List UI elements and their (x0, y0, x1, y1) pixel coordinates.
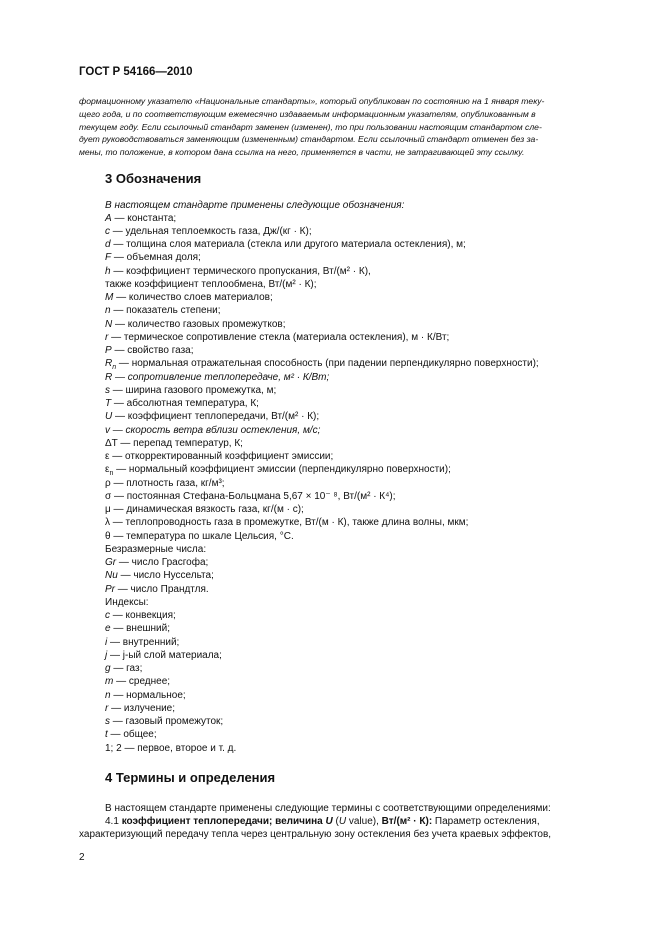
symbol-description: также коэффициент теплообмена, Вт/(м² · К); (105, 278, 317, 290)
symbol: n (105, 305, 111, 317)
symbol-item (105, 596, 539, 609)
symbol: j (105, 649, 108, 661)
symbol: T (105, 398, 112, 409)
symbol-description: — число Грасгофа; (116, 557, 209, 568)
symbol-description: — число Нуссельта; (117, 570, 214, 582)
note-line: формационному указателю «Национальные стандарты», который опубликован по состоянию на 1 января теку- (79, 96, 545, 106)
definition-unit: Вт/(м² · К): (381, 816, 433, 827)
symbol-item (105, 304, 539, 317)
definition-term: коэффициент теплопередачи; величина (121, 816, 326, 827)
symbol-description: — постоянная Стефана-Больцмана 5,67 × 10⁻ ⁸, Вт/(м² · К⁴); (111, 490, 396, 502)
symbol: c (105, 225, 110, 237)
symbol-item (105, 450, 539, 463)
page-number: 2 (79, 852, 85, 863)
symbol-description: — свойство газа; (111, 345, 194, 356)
symbol-item (105, 424, 539, 437)
symbol-description: — j-ый слой материала; (107, 649, 222, 661)
definition-number: 4.1 (105, 816, 122, 827)
section-3-heading: 3 Обозначения (105, 171, 202, 186)
symbol-item (105, 543, 539, 556)
definition-symbol: U (325, 816, 333, 827)
symbol: F (105, 252, 112, 264)
symbol-description: — абсолютная температура, К; (111, 398, 259, 409)
symbol-description: — коэффициент теплопередачи, Вт/(м² · К); (112, 411, 320, 423)
symbol: ρ (105, 477, 111, 489)
symbol-description: — внешний; (110, 623, 171, 635)
symbol-item (105, 344, 539, 357)
reference-note (79, 95, 619, 159)
symbol-description: — общее; (107, 729, 157, 741)
symbol: σ (105, 490, 112, 502)
note-line: текущем году. Если ссылочный стандарт заменен (изменен), то при пользовании настоящим стандартом сле- (79, 121, 542, 132)
symbol-item (105, 742, 539, 755)
symbol-item (105, 371, 539, 384)
symbol-description: — теплопроводность газа в промежутке, Вт/(м · К), также длина волны, мкм; (110, 517, 469, 529)
symbol-item (105, 477, 539, 490)
symbol-description: — удельная теплоемкость газа, Дж/(кг · К); (110, 225, 312, 237)
note-line: мены, то положение, в котором дана ссылка на него, применяется в части, не затрагивающей эту ссылку. (79, 147, 525, 158)
symbol-item (105, 649, 539, 662)
symbol-description: — динамическая вязкость газа, кг/(м · с); (110, 504, 304, 515)
symbol-description: — коэффициент термического пропускания, Вт/(м² · К), (110, 265, 371, 277)
symbol-item (105, 397, 539, 410)
symbol-item (105, 503, 539, 516)
symbol-description: — излучение; (108, 702, 176, 714)
note-line: дует руководствоваться заменяющим (измененным) стандартом. Если ссылочный стандарт отменен без за- (79, 134, 539, 145)
symbol: v (105, 424, 110, 436)
symbol-description: — скорость ветра вблизи остекления, м/с; (110, 424, 321, 436)
symbol-description: 1; 2 — первое, второе и т. д. (105, 742, 237, 754)
section-4-heading: 4 Термины и определения (105, 770, 276, 785)
symbol-item (105, 225, 539, 238)
symbol-item (105, 516, 539, 529)
symbol-item (105, 238, 539, 251)
symbol-description: — толщина слоя материала (стекла или другого материала остекления), м; (110, 239, 466, 250)
symbol-item (105, 265, 539, 278)
symbol-item (105, 278, 539, 291)
symbol-item (105, 728, 539, 741)
symbol-description: — нормальная отражательная способность (при падении перпендикулярно поверхности); (116, 358, 539, 370)
symbol-description: — внутренний; (107, 636, 180, 648)
symbol: ε (105, 451, 110, 462)
definition-line: характеризующий передачу тепла через центральную зону остекления без учета краевых эффектов, (79, 829, 552, 841)
symbol-description: — количество газовых промежутков; (112, 318, 286, 330)
symbol: N (105, 318, 113, 330)
symbol-description: Индексы: (105, 596, 149, 608)
symbol-item (105, 291, 539, 304)
symbol-description: — показатель степени; (110, 305, 221, 317)
symbol-item (105, 609, 539, 622)
symbol: $\varepsilon_n$ (105, 464, 114, 478)
symbol: t (105, 729, 108, 741)
symbol-item (105, 251, 539, 264)
symbol: r (105, 331, 109, 343)
symbol: ΔT (105, 437, 118, 449)
symbol-item (105, 556, 539, 569)
symbol: m (105, 676, 114, 688)
symbol-item (105, 622, 539, 635)
symbol-description: — плотность газа, кг/м³; (110, 477, 225, 489)
symbol-item (105, 636, 539, 649)
symbol: Gr (105, 557, 117, 568)
symbol: Pr (105, 583, 115, 595)
symbol-item (105, 410, 539, 423)
symbol-item (105, 569, 539, 582)
symbol: h (105, 265, 111, 277)
symbol-description: — газ; (110, 663, 143, 674)
symbol-item (105, 490, 539, 503)
definition-alias: (U value), (332, 816, 382, 827)
symbol: U (105, 411, 113, 423)
symbol: s (105, 384, 110, 396)
symbol: s (105, 716, 110, 727)
symbol-description: — ширина газового промежутка, м; (110, 384, 277, 396)
symbol: R (105, 371, 113, 383)
symbol: A (105, 212, 112, 224)
symbol: i (105, 636, 108, 648)
symbol-description: — термическое сопротивление стекла (материала остекления), м · К/Вт; (108, 331, 450, 343)
symbol-description: — газовый промежуток; (110, 716, 224, 727)
definition-line (79, 815, 619, 828)
symbol: r (105, 702, 109, 714)
symbol-item (105, 675, 539, 688)
symbol: n (105, 689, 111, 701)
document-header: ГОСТ Р 54166—2010 (79, 66, 193, 78)
symbol-description: — число Прандтля. (115, 583, 209, 595)
symbol: e (105, 623, 111, 635)
symbol: g (105, 663, 111, 674)
symbol: d (105, 239, 111, 250)
symbol-list (105, 212, 539, 755)
symbol: M (105, 292, 114, 303)
symbol-description: — откорректированный коэффициент эмиссии; (109, 451, 334, 462)
symbol: λ (105, 517, 110, 529)
section-4-intro: В настоящем стандарте применены следующие термины с соответствующими определениями: (105, 803, 551, 814)
symbol: Nu (105, 570, 118, 582)
symbol-item (105, 212, 539, 225)
symbol-description: — константа; (111, 212, 177, 224)
symbol-item (105, 689, 539, 702)
definition-4-1 (79, 815, 619, 842)
symbol-item (105, 715, 539, 728)
symbol-description: — температура по шкале Цельсия, °С. (110, 530, 294, 542)
symbol-description: — сопротивление теплопередаче, м² · К/Вт; (112, 371, 330, 383)
symbol-description: — нормальный коэффициент эмиссии (перпендикулярно поверхности); (113, 464, 451, 476)
symbol-description: — конвекция; (110, 610, 176, 621)
symbol-description: — количество слоев материалов; (113, 292, 273, 303)
symbol: c (105, 610, 110, 621)
note-line: щего года, и по соответствующим ежемесячно издаваемым информационным указателям, опубликованным в (79, 108, 536, 119)
symbol: θ (105, 530, 111, 542)
symbol-description: — объемная доля; (111, 252, 201, 264)
section-3-intro: В настоящем стандарте применены следующие обозначения: (105, 200, 405, 211)
symbol-item (105, 583, 539, 596)
symbol-item (105, 463, 539, 476)
symbol-item (105, 662, 539, 675)
symbol-item (105, 331, 539, 344)
symbol-item (105, 384, 539, 397)
symbol-item (105, 318, 539, 331)
symbol: $R_n$ (105, 358, 117, 372)
definition-text: Параметр остекления, (432, 816, 540, 827)
symbol-item (105, 357, 539, 370)
symbol-item (105, 530, 539, 543)
symbol-description: — нормальное; (110, 689, 186, 701)
symbol: P (105, 345, 112, 356)
symbol-item (105, 437, 539, 450)
symbol-description: — среднее; (113, 676, 171, 688)
symbol-item (105, 702, 539, 715)
symbol-description: Безразмерные числа: (105, 543, 207, 555)
symbol-description: — перепад температур, К; (117, 437, 243, 449)
symbol: μ (105, 504, 111, 515)
